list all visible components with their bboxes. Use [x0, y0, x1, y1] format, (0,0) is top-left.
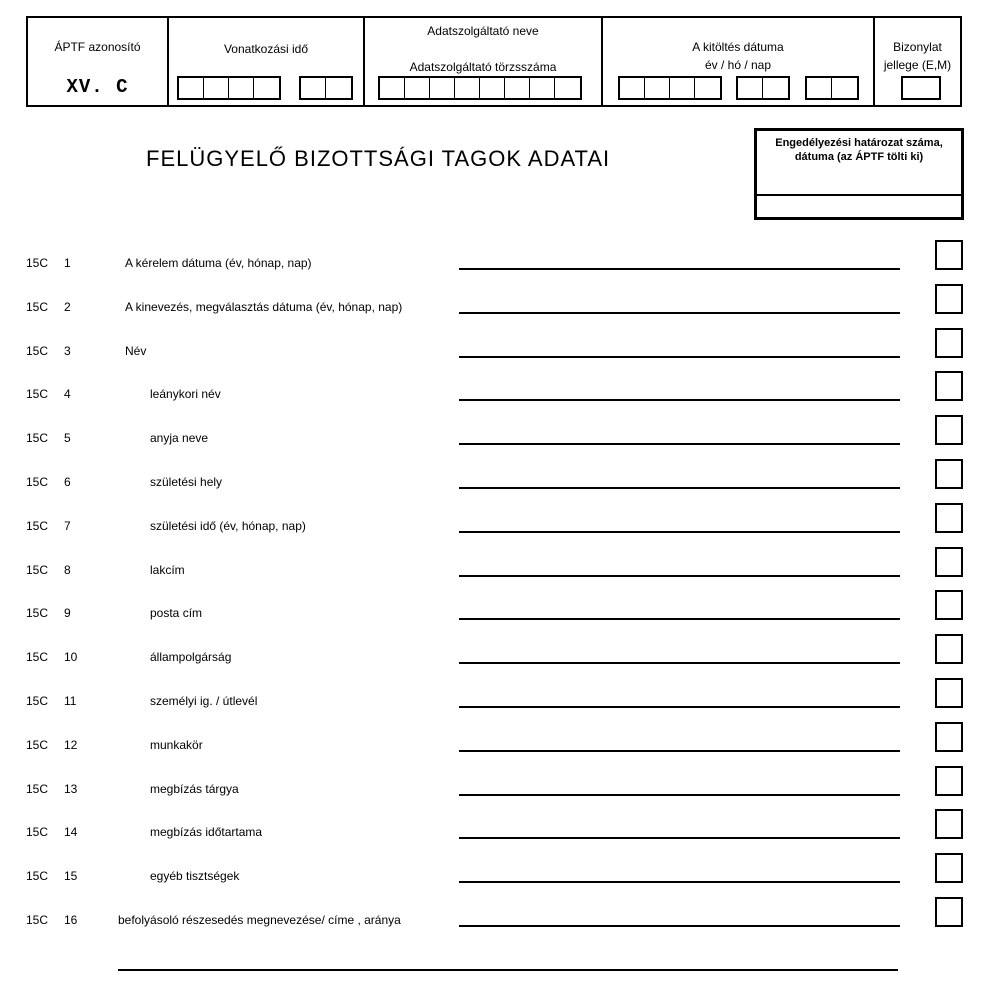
fill-date-day-boxes[interactable]: [805, 76, 859, 100]
row-section-code: 15C: [26, 869, 49, 884]
doc-type-box[interactable]: [901, 76, 941, 100]
row-section-code: 15C: [26, 694, 49, 708]
row-label: A kérelem dátuma (év, hónap, nap): [125, 256, 312, 270]
row-checkbox[interactable]: [935, 415, 963, 445]
period-day-boxes[interactable]: [299, 76, 353, 100]
row-number: 12: [64, 737, 78, 752]
form-header: [26, 16, 962, 107]
row-label: anyja neve: [150, 431, 209, 446]
row-checkbox[interactable]: [935, 371, 963, 401]
row-answer-line[interactable]: [459, 443, 900, 445]
footer-line: [118, 969, 898, 971]
row-label: megbízás időtartama: [150, 825, 263, 840]
period-year-month-boxes[interactable]: [177, 76, 281, 100]
provider-name-label: Adatszolgáltató neve: [427, 24, 539, 38]
row-section-code: 15C: [26, 475, 49, 489]
period-cell: [169, 18, 365, 105]
row-number: 13: [64, 781, 78, 796]
row-checkbox[interactable]: [935, 328, 963, 358]
form-row: [0, 459, 988, 503]
row-label: leánykori név: [150, 387, 221, 402]
row-label: Név: [125, 343, 147, 358]
row-number: 8: [64, 562, 71, 577]
row-checkbox[interactable]: [935, 678, 963, 708]
fill-date-label: A kitöltés dátuma: [692, 40, 784, 54]
provider-reg-label: Adatszolgáltató törzsszáma: [409, 60, 557, 74]
permit-label-line-2: dátuma (az ÁPTF tölti ki): [794, 151, 924, 163]
row-answer-line[interactable]: [459, 837, 900, 839]
permit-box: [754, 128, 964, 220]
row-checkbox[interactable]: [935, 459, 963, 489]
row-number: 11: [64, 694, 77, 708]
aptf-id-cell: [28, 18, 169, 105]
row-answer-line[interactable]: [459, 575, 900, 577]
row-label: munkakör: [150, 737, 203, 752]
row-label: lakcím: [150, 562, 185, 577]
form-row: [0, 853, 988, 897]
row-label: megbízás tárgya: [150, 781, 239, 796]
permit-label-line-1: Engedélyezési határozat száma,: [775, 137, 943, 149]
row-label: befolyásoló részesedés megnevezése/ címe , aránya: [118, 913, 401, 927]
permit-label: [757, 136, 961, 164]
doc-type-cell: [875, 18, 960, 105]
row-checkbox[interactable]: [935, 590, 963, 620]
doc-type-label-2: jellege (E,M): [883, 58, 952, 72]
row-checkbox[interactable]: [935, 240, 963, 270]
row-answer-line[interactable]: [459, 925, 900, 927]
row-answer-line[interactable]: [459, 268, 900, 270]
row-number: 5: [64, 431, 71, 446]
row-answer-line[interactable]: [459, 618, 900, 620]
row-checkbox[interactable]: [935, 547, 963, 577]
fill-date-cell: [603, 18, 875, 105]
row-section-code: 15C: [26, 737, 49, 752]
row-label: állampolgárság: [150, 650, 232, 665]
row-section-code: 15C: [26, 256, 49, 270]
row-answer-line[interactable]: [459, 881, 900, 883]
row-label: egyéb tisztségek: [150, 869, 240, 884]
form-row: [0, 897, 988, 941]
form-row: [0, 415, 988, 459]
row-label: születési idő (év, hónap, nap): [150, 518, 306, 533]
period-label: Vonatkozási idő: [223, 42, 309, 56]
form-row: [0, 547, 988, 591]
row-checkbox[interactable]: [935, 284, 963, 314]
row-answer-line[interactable]: [459, 706, 900, 708]
form-row: [0, 678, 988, 722]
row-answer-line[interactable]: [459, 750, 900, 752]
row-section-code: 15C: [26, 562, 49, 577]
form-row: [0, 371, 988, 415]
form-row: [0, 240, 988, 284]
doc-type-label-1: Bizonylat: [893, 40, 942, 54]
form-row: [0, 284, 988, 328]
row-section-code: 15C: [26, 518, 49, 533]
row-checkbox[interactable]: [935, 634, 963, 664]
row-answer-line[interactable]: [459, 312, 900, 314]
row-number: 6: [64, 475, 71, 489]
permit-divider: [757, 194, 961, 196]
form-row: [0, 590, 988, 634]
row-number: 16: [64, 913, 78, 927]
row-section-code: 15C: [26, 431, 49, 446]
row-answer-line[interactable]: [459, 356, 900, 358]
form-row: [0, 328, 988, 372]
row-answer-line[interactable]: [459, 531, 900, 533]
row-checkbox[interactable]: [935, 766, 963, 796]
row-label: posta cím: [150, 606, 203, 621]
form-row: [0, 722, 988, 766]
row-section-code: 15C: [26, 343, 49, 358]
row-checkbox[interactable]: [935, 897, 963, 927]
row-checkbox[interactable]: [935, 722, 963, 752]
form-row: [0, 634, 988, 678]
row-number: 3: [64, 343, 71, 358]
row-section-code: 15C: [26, 387, 49, 402]
form-row: [0, 766, 988, 810]
provider-cell: [365, 18, 603, 105]
row-answer-line[interactable]: [459, 662, 900, 664]
fill-date-format: év / hó / nap: [704, 58, 772, 72]
row-checkbox[interactable]: [935, 809, 963, 839]
form-row: [0, 809, 988, 853]
row-number: 7: [64, 518, 71, 533]
fill-date-month-boxes[interactable]: [736, 76, 790, 100]
row-section-code: 15C: [26, 825, 49, 840]
row-checkbox[interactable]: [935, 503, 963, 533]
row-section-code: 15C: [26, 781, 49, 796]
row-answer-line[interactable]: [459, 487, 900, 489]
row-number: 10: [64, 650, 78, 665]
row-number: 4: [64, 387, 71, 402]
row-label: A kinevezés, megválasztás dátuma (év, hónap, nap): [125, 299, 403, 314]
row-number: 1: [64, 256, 71, 270]
row-number: 2: [64, 299, 71, 314]
row-label: személyi ig. / útlevél: [150, 694, 258, 708]
row-section-code: 15C: [26, 299, 49, 314]
fill-date-year-boxes[interactable]: [618, 76, 722, 100]
aptf-id-code: XV. C: [66, 76, 129, 98]
row-label: születési hely: [150, 475, 223, 489]
form-row: [0, 503, 988, 547]
row-number: 9: [64, 606, 71, 621]
row-section-code: 15C: [26, 650, 49, 665]
provider-reg-boxes[interactable]: [378, 76, 582, 100]
row-number: 14: [64, 825, 78, 840]
row-number: 15: [64, 869, 78, 884]
aptf-id-label: ÁPTF azonosító: [54, 40, 141, 54]
row-answer-line[interactable]: [459, 399, 900, 401]
row-section-code: 15C: [26, 606, 49, 621]
row-answer-line[interactable]: [459, 794, 900, 796]
row-checkbox[interactable]: [935, 853, 963, 883]
form-title: FELÜGYELŐ BIZOTTSÁGI TAGOK ADATAI: [146, 146, 611, 171]
row-section-code: 15C: [26, 913, 49, 927]
